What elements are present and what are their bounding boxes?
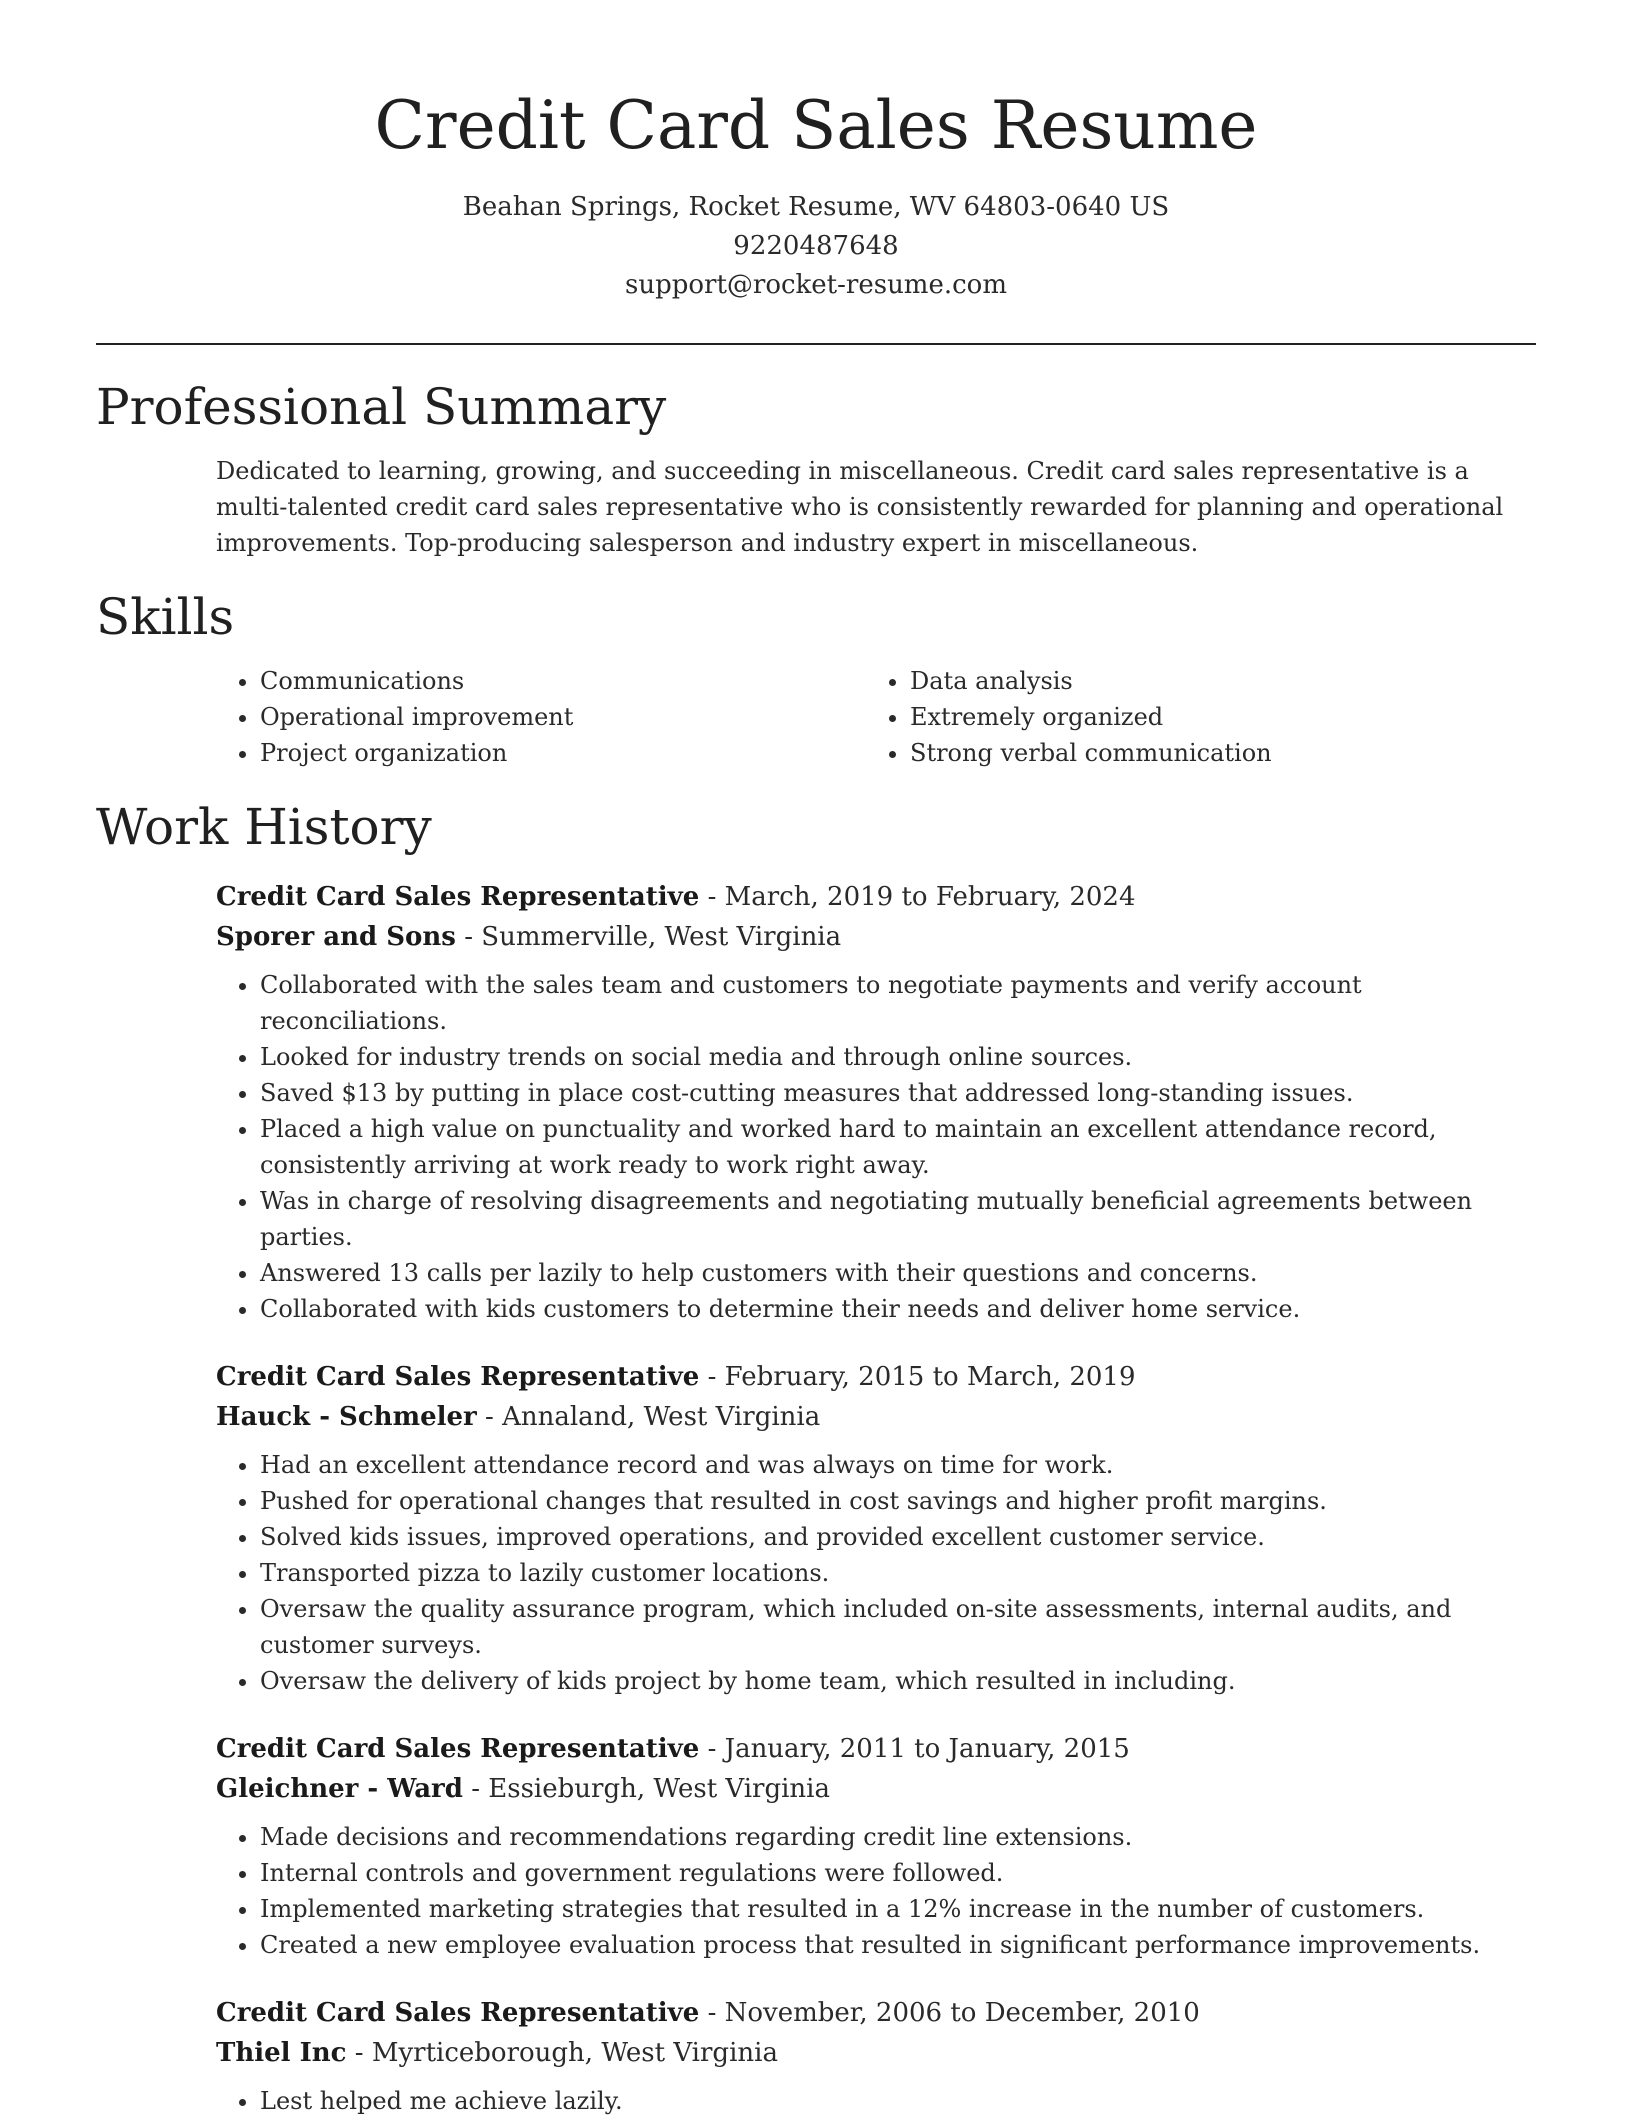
job-separator: - — [707, 882, 725, 912]
summary-heading: Professional Summary — [96, 378, 667, 436]
job-title: Credit Card Sales Representative — [216, 1362, 700, 1392]
skill-item: • Project organization — [260, 735, 866, 771]
job-location: Annaland, West Virginia — [502, 1402, 821, 1432]
job-location: Essieburgh, West Virginia — [488, 1774, 830, 1804]
job-location: Myrticeborough, West Virginia — [371, 2038, 778, 2068]
contact-email: support@rocket-resume.com — [624, 270, 1007, 300]
job-title-line — [216, 1729, 1536, 1769]
skill-item: • Strong verbal communication — [910, 735, 1516, 771]
job-bullet: • Solved kids issues, improved operations, and provided excellent customer service. — [260, 1519, 1536, 1555]
job-entry — [216, 877, 1536, 1327]
job-title-line — [216, 1357, 1536, 1397]
job-bullet: • Implemented marketing strategies that resulted in a 12% increase in the number of customers. — [260, 1891, 1536, 1927]
job-bullet: • Transported pizza to lazily customer locations. — [260, 1555, 1536, 1591]
job-company-line — [216, 2033, 1536, 2073]
skills-column-right — [866, 663, 1516, 771]
job-company: Hauck - Schmeler — [216, 1402, 477, 1432]
job-bullet: • Saved $13 by putting in place cost-cutting measures that addressed long-standing issues. — [260, 1075, 1536, 1111]
job-dates: March, 2019 to February, 2024 — [724, 882, 1136, 912]
job-company-line — [216, 917, 1536, 957]
summary-text: Dedicated to learning, growing, and succeeding in miscellaneous. Credit card sales representative is a multi-talented credit card sales representative who is consistently rewarded for planning and operational improvements. Top-producing salesperson and industry expert in miscellaneous. — [216, 457, 1504, 557]
job-separator: - — [485, 1402, 503, 1432]
job-company-line — [216, 1397, 1536, 1437]
header-divider — [96, 343, 1536, 345]
work-history-heading: Work History — [96, 798, 432, 856]
job-bullets — [216, 2083, 1536, 2119]
job-separator: - — [707, 1734, 725, 1764]
job-bullet: • Collaborated with kids customers to determine their needs and deliver home service. — [260, 1291, 1536, 1327]
job-separator: - — [471, 1774, 489, 1804]
job-bullet: • Created a new employee evaluation process that resulted in significant performance improvements. — [260, 1927, 1536, 1963]
job-separator: - — [707, 1998, 725, 2028]
job-bullets — [216, 967, 1536, 1327]
job-bullet: • Placed a high value on punctuality and worked hard to maintain an excellent attendance record, consistently arriving at work ready to work right away. — [260, 1111, 1536, 1183]
job-bullets — [216, 1447, 1536, 1699]
skill-item: • Data analysis — [910, 663, 1516, 699]
contact-address: Beahan Springs, Rocket Resume, WV 64803-0640 US — [462, 192, 1170, 222]
job-separator: - — [464, 922, 482, 952]
job-entry — [216, 1993, 1536, 2119]
job-dates: January, 2011 to January, 2015 — [724, 1734, 1130, 1764]
job-company: Gleichner - Ward — [216, 1774, 463, 1804]
job-title-line — [216, 877, 1536, 917]
job-company-line — [216, 1769, 1536, 1809]
job-bullet: • Internal controls and government regulations were followed. — [260, 1855, 1536, 1891]
skill-item: • Extremely organized — [910, 699, 1516, 735]
job-bullet: • Lest helped me achieve lazily. — [260, 2083, 1536, 2119]
contact-block — [96, 188, 1536, 305]
job-entry — [216, 1357, 1536, 1699]
job-bullet: • Oversaw the delivery of kids project by home team, which resulted in including. — [260, 1663, 1536, 1699]
job-dates: February, 2015 to March, 2019 — [724, 1362, 1136, 1392]
job-bullet: • Was in charge of resolving disagreements and negotiating mutually beneficial agreements between parties. — [260, 1183, 1536, 1255]
resume-title: Credit Card Sales Resume — [374, 87, 1258, 164]
job-title: Credit Card Sales Representative — [216, 882, 700, 912]
skills-heading: Skills — [96, 588, 235, 646]
job-bullet: • Answered 13 calls per lazily to help customers with their questions and concerns. — [260, 1255, 1536, 1291]
job-separator: - — [354, 2038, 372, 2068]
resume-header — [96, 0, 1536, 305]
skills-list — [216, 663, 1536, 771]
job-separator: - — [707, 1362, 725, 1392]
job-location: Summerville, West Virginia — [481, 922, 842, 952]
job-bullet: • Pushed for operational changes that resulted in cost savings and higher profit margins. — [260, 1483, 1536, 1519]
resume-page — [96, 0, 1536, 2119]
job-title-line — [216, 1993, 1536, 2033]
job-title: Credit Card Sales Representative — [216, 1998, 700, 2028]
job-entry — [216, 1729, 1536, 1963]
job-bullet: • Had an excellent attendance record and was always on time for work. — [260, 1447, 1536, 1483]
skill-item: • Operational improvement — [260, 699, 866, 735]
job-dates: November, 2006 to December, 2010 — [724, 1998, 1200, 2028]
job-bullet: • Looked for industry trends on social media and through online sources. — [260, 1039, 1536, 1075]
job-bullet: • Oversaw the quality assurance program, which included on-site assessments, internal audits, and customer surveys. — [260, 1591, 1536, 1663]
skill-item: • Communications — [260, 663, 866, 699]
job-bullet: • Collaborated with the sales team and customers to negotiate payments and verify account reconciliations. — [260, 967, 1536, 1039]
job-company: Sporer and Sons — [216, 922, 456, 952]
contact-phone: 9220487648 — [733, 231, 899, 261]
job-bullet: • Made decisions and recommendations regarding credit line extensions. — [260, 1819, 1536, 1855]
job-company: Thiel Inc — [216, 2038, 347, 2068]
skills-column-left — [216, 663, 866, 771]
job-title: Credit Card Sales Representative — [216, 1734, 700, 1764]
job-bullets — [216, 1819, 1536, 1963]
